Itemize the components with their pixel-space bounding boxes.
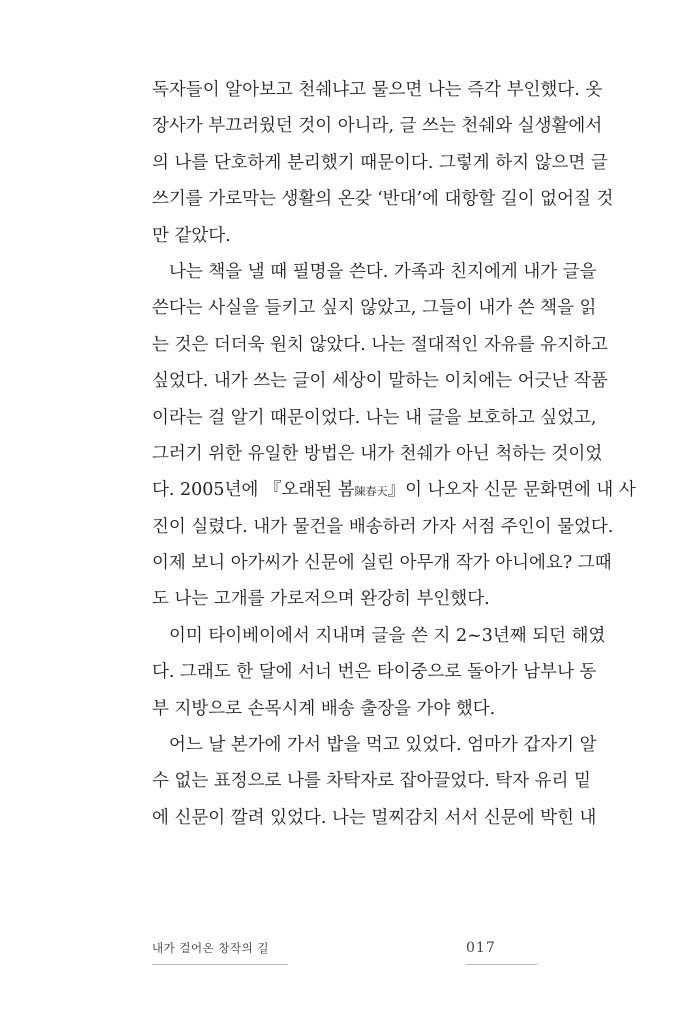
text-segment: 다. 2005년에 『오래된 봄: [152, 480, 355, 501]
text-line: 쓰기를 가로막는 생활의 온갖 ‘반대’에 대항할 길이 없어질 것: [152, 189, 614, 210]
text-line: 그러기 위한 유일한 방법은 내가 천쉐가 아닌 척하는 것이었: [152, 443, 603, 464]
text-line: 독자들이 알아보고 천쉐냐고 물으면 나는 즉각 부인했다. 옷: [152, 80, 603, 100]
text-line: 장사가 부끄러웠던 것이 아니라, 글 쓰는 천쉐와 실생활에서: [152, 116, 603, 137]
text-line: 도 나는 고개를 가로저으며 완강히 부인했다.: [152, 589, 490, 610]
paragraph-start-line: 나는 책을 낼 때 필명을 쓴다. 가족과 친지에게 내가 글을: [169, 261, 597, 282]
footer-divider: [152, 964, 288, 965]
text-line-with-title: [152, 472, 636, 508]
hanja-title-gloss: 陳春天: [354, 485, 388, 499]
text-line: 쓴다는 사실을 들키고 싶지 않았고, 그들이 내가 쓴 책을 읽: [152, 298, 597, 319]
running-title: 내가 걸어온 창작의 길: [152, 941, 269, 955]
body-text: [152, 72, 636, 836]
text-line: 진이 실렸다. 내가 물건을 배송하러 가자 서점 주인이 물었다.: [152, 516, 614, 537]
footer-divider: [466, 964, 537, 965]
text-line: 부 지방으로 손목시계 배송 출장을 가야 했다.: [152, 698, 496, 719]
paragraph-start-line: 어느 날 본가에 가서 밥을 먹고 있었다. 엄마가 갑자기 알: [169, 735, 597, 756]
text-line: 이라는 걸 알기 때문이었다. 나는 내 글을 보호하고 싶었고,: [152, 407, 597, 428]
text-line: 다. 그래도 한 달에 서너 번은 타이중으로 돌아가 남부나 동: [152, 662, 597, 683]
text-line: 수 없는 표정으로 나를 차탁자로 잡아끌었다. 탁자 유리 밑: [152, 771, 591, 792]
text-line: 는 것은 더더욱 원치 않았다. 나는 절대적인 자유를 유지하고: [152, 334, 608, 355]
page-footer: [0, 940, 697, 980]
text-line: 싶었다. 내가 쓰는 글이 세상이 말하는 이치에는 어긋난 작품: [152, 371, 608, 392]
text-line: 의 나를 단호하게 분리했기 때문이다. 그렇게 하지 않으면 글: [152, 152, 608, 173]
text-line: 에 신문이 깔려 있었다. 나는 멀찌감치 서서 신문에 박힌 내: [152, 807, 597, 828]
text-line: 만 같았다.: [152, 225, 231, 246]
paragraph-start-line: 이미 타이베이에서 지내며 글을 쓴 지 2~3년째 되던 해였: [169, 625, 606, 646]
text-segment: 』이 나오자 신문 문화면에 내 사: [387, 480, 636, 501]
text-line: 이제 보니 아가씨가 신문에 실린 아무개 작가 아니에요? 그때: [152, 553, 612, 574]
page-number: 017: [466, 940, 496, 956]
